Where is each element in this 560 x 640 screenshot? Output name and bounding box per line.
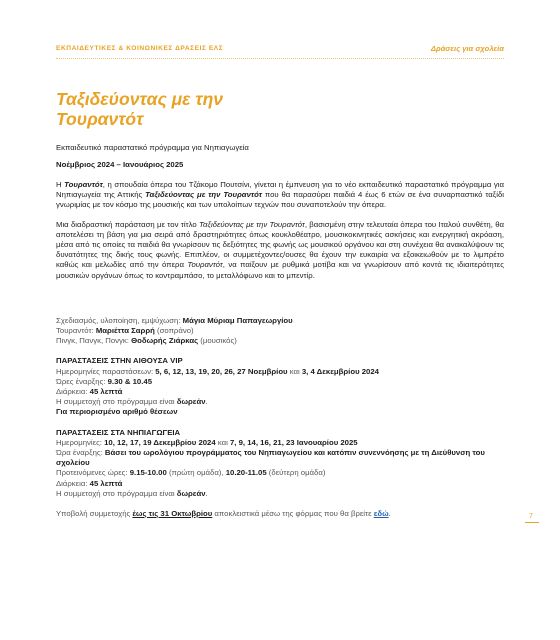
page-number-rule <box>525 522 539 523</box>
main-content <box>56 143 504 519</box>
schools-heading: ΠΑΡΑΣΤΑΣΕΙΣ ΣΤΑ ΝΗΠΙΑΓΩΓΕΙΑ <box>56 427 181 437</box>
credits <box>56 316 504 347</box>
registration-link[interactable]: εδώ <box>373 508 389 518</box>
schools-time: Ώρα έναρξης: Βάσει του ωρολόγιου προγράμματος του Νηπιαγωγείου και κατόπιν συνεννόησης με τη Διεύθυνση του σχολείου <box>56 447 485 468</box>
credit-line: Σχεδιασμός, υλοποίηση, εμψύχωση: Μάγια Μύριαμ Παπαγεωργίου <box>56 315 293 325</box>
header-category: Δράσεις για σχολεία <box>430 43 504 53</box>
schools-free: Η συμμετοχή στο πρόγραμμα είναι δωρεάν. <box>56 488 208 498</box>
schools-dates: Ημερομηνίες: 10, 12, 17, 19 Δεκεμβρίου 2024 και 7, 9, 14, 16, 21, 23 Ιανουαρίου 2025 <box>56 437 358 447</box>
intro-paragraph: Η Τουραντότ, η σπουδαία όπερα του Τζάκομο Πουτσίνι, γίνεται η έμπνευση για το νέο εκπαιδευτικό παραστατικό πρόγραμμα για Νηπιαγωγεία της Αττικής Ταξιδεύοντας με την Τουραντότ που θα παρασύρει παιδιά 4 έως 6 ετών σε ένα συναρπαστικό ταξίδι γνωριμίας με τον κόσμο της μουσικής και των υπολοίπων τεχνών που συναποτελούν την όπερα. <box>56 179 504 210</box>
vip-duration: Διάρκεια: 45 λεπτά <box>56 386 123 396</box>
vip-dates: Ημερομηνίες παραστάσεων: 5, 6, 12, 13, 19, 20, 26, 27 Νοεμβρίου και 3, 4 Δεκεμβρίου 2024 <box>56 366 379 376</box>
page-number: 7 <box>529 513 533 520</box>
schools-duration: Διάρκεια: 45 λεπτά <box>56 478 123 488</box>
program-period: Νοέμβριος 2024 – Ιανουάριος 2025 <box>56 159 184 169</box>
credit-line: Πινγκ, Πανγκ, Πονγκ: Θοδωρής Ζιάρκας (μουσικός) <box>56 336 237 346</box>
vip-times: Ώρες έναρξης: 9.30 & 10.45 <box>56 376 153 386</box>
credit-line: Τουραντότ: Μαριέττα Σαρρή (σοπράνο) <box>56 325 194 335</box>
header-divider <box>56 58 504 59</box>
description-paragraph: Μια διαδραστική παράσταση με τον τίτλο Ταξιδεύοντας με την Τουραντότ, βασισμένη στην τελευταία όπερα του Ιταλού συνθέτη, θα αποτελέσει τη βάση για μια σειρά από δραστηριότητες όπως κουκλοθέατρο, μουσικοκινητικές ασκήσεις και ενεργητική ακρόαση, μέσα από τις οποίες τα παιδιά θα γνωρίσουν τις δεξιότητες της φωνής ως μουσικού οργάνου και στη συνέχεια θα ανακαλύψουν τις δυνατότητες της δικής τους φωνής. Επιπλέον, οι συμμετέχοντες/ουσες θα έχουν την ευκαιρία να εξοικειωθούν με το λιμπρέτο καθώς και μελωδίες από την όπερα Τουραντότ, να παίξουν με ρυθμικά μοτίβα και να γνωρίσουν από κοντά τις ιδιαιτερότητες μουσικών οργάνων όπως το κοντραμπάσο, το μεταλλόφωνο και το μπεντίρ. <box>56 219 504 280</box>
program-subtitle: Εκπαιδευτικό παραστατικό πρόγραμμα για Νηπιαγωγεία <box>56 143 249 152</box>
vip-section <box>56 356 504 417</box>
schools-slots: Προτεινόμενες ώρες: 9.15-10.00 (πρώτη ομάδα), 10.20-11.05 (δεύτερη ομάδα) <box>56 468 326 478</box>
page-title: Ταξιδεύοντας με την Τουραντότ <box>56 89 223 129</box>
schools-section <box>56 428 504 499</box>
vip-limited: Για περιορισμένο αριθμό θέσεων <box>56 407 178 417</box>
apply-line: Υποβολή συμμετοχής έως τις 31 Οκτωβρίου αποκλειστικά μέσω της φόρμας που θα βρείτε εδώ. <box>56 508 391 518</box>
vip-heading: ΠΑΡΑΣΤΑΣΕΙΣ ΣΤΗΝ ΑΙΘΟΥΣΑ VIP <box>56 356 183 366</box>
vip-free: Η συμμετοχή στο πρόγραμμα είναι δωρεάν. <box>56 397 208 407</box>
header-section: ΕΚΠΑΙΔΕΥΤΙΚΕΣ & ΚΟΙΝΩΝΙΚΕΣ ΔΡΑΣΕΙΣ ΕΛΣ <box>56 45 224 52</box>
